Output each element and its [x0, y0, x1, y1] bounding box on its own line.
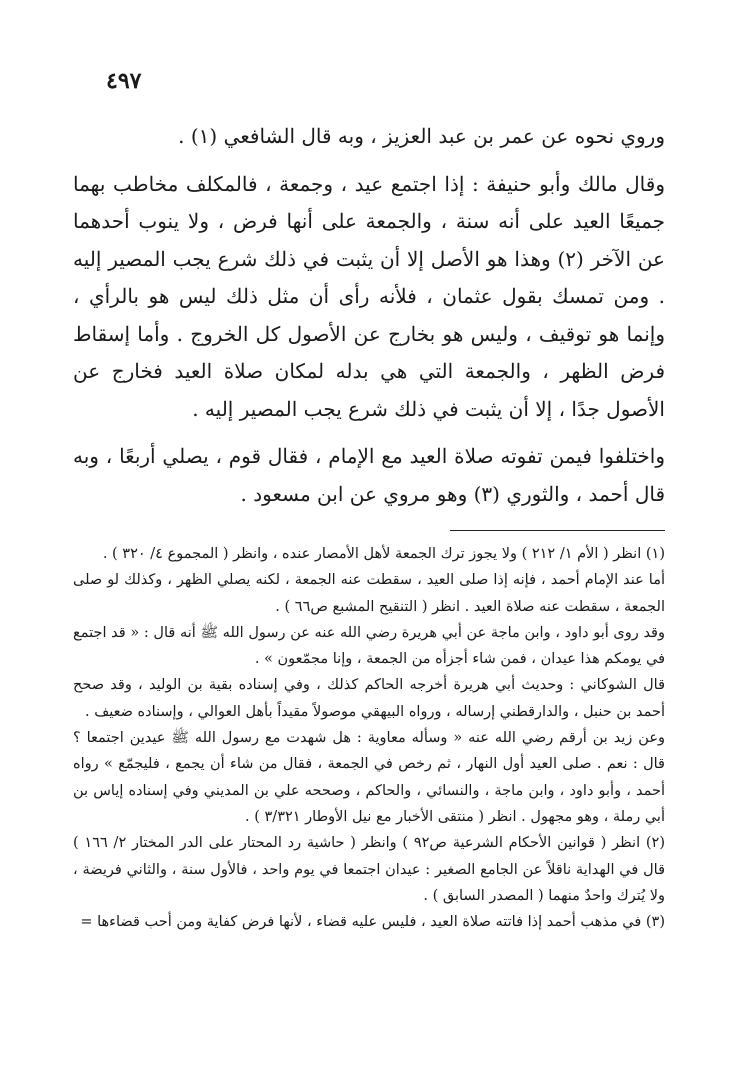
paragraph-2: وقال مالك وأبو حنيفة : إذا اجتمع عيد ، وجمعة ، فالمكلف مخاطب بهما جميعًا العيد على أنه سنة ، والجمعة على أنها فرض ، ولا ينوب أحدهما عن الآخر (٢) وهذا هو الأصل إلا أن يثبت في ذلك شرع يجب المصير إليه . ومن تمسك بقول عثمان ، فلأنه رأى أن مثل ذلك ليس هو بالرأي ، وإنما هو توقيف ، وليس هو بخارج عن الأصول كل الخروج . وأما إسقاط فرض الظهر ، والجمعة التي هي بدله لمكان صلاة العيد فخارج عن الأصول جدًا ، إلا أن يثبت في ذلك شرع يجب المصير إليه . — [73, 171, 665, 421]
footnotes — [73, 541, 665, 935]
footnote-3: (٣) في مذهب أحمد إذا فاتته صلاة العيد ، فليس عليه قضاء ، لأنها فرض كفاية ومن أحب قضاءها = — [80, 914, 665, 931]
footnote-1-hadith: وقد روى أبو داود ، وابن ماجة عن أبي هريرة رضي الله عنه عن رسول الله ﷺ أنه قال : « قد اجتمع في يومكم هذا عيدان ، فمن شاء أجزأه من الجمعة ، وإنا مجمّعون » . — [73, 624, 665, 668]
footnote-2: (٢) انظر ( قوانين الأحكام الشرعية ص٩٢ ) وانظر ( حاشية رد المحتار على الدر المختار ٢/ ١٦٦ ) قال في الهداية ناقلاً عن الجامع الصغير : عيدان اجتمعا في يوم واحد ، فالأول سنة ، والثاني فريضة ، ولا يُترك واحدٌ منهما ( المصدر السابق ) . — [73, 835, 665, 904]
footnote-1-zayd: وعن زيد بن أرقم رضي الله عنه « وسأله معاوية : هل شهدت مع رسول الله ﷺ عيدين اجتمعا ؟ قال : نعم . صلى العيد أول النهار ، ثم رخص في الجمعة ، فقال من شاء أن يجمع ، فليجمّع » رواه أحمد ، وأبو داود ، وابن ماجة ، والنسائي ، والحاكم ، وصححه علي بن المديني وفي إسناده إياس بن أبي رملة ، وهو مجهول . انظر ( منتقى الأخبار مع نيل الأوطار ٣/٣٢١ ) . — [73, 730, 665, 825]
footnote-1-shawkani: قال الشوكاني : وحديث أبي هريرة أخرجه الحاكم كذلك ، وفي إسناده بقية بن الوليد ، وقد صحح أحمد بن حنبل ، والدارقطني إرساله ، ورواه البيهقي موصولاً مقيداً بأهل العوالي ، وإسناده ضعيف . — [73, 677, 665, 720]
paragraph-1: وروي نحوه عن عمر بن عبد العزيز ، وبه قال الشافعي (١) . — [178, 124, 665, 148]
footnote-1: (١) انظر ( الأم ١/ ٢١٢ ) ولا يجوز ترك الجمعة لأهل الأمصار عنده ، وانظر ( المجموع ٤/ ٣٢٠ ) . — [102, 546, 665, 562]
footnote-divider — [450, 530, 665, 531]
main-text — [73, 118, 665, 513]
footnote-1-continued: أما عند الإمام أحمد ، فإنه إذا صلى العيد ، سقطت عنه الجمعة ، لكنه يصلي الظهر ، وكذلك لو صلى الجمعة ، سقطت عنه صلاة العيد . انظر ( التنقيح المشبع ص٦٦ ) . — [73, 572, 665, 615]
paragraph-3: واختلفوا فيمن تفوته صلاة العيد مع الإمام ، فقال قوم ، يصلي أربعًا ، وبه قال أحمد ، والثوري (٣) وهو مروي عن ابن مسعود . — [73, 444, 665, 506]
page-number: ٤٩٧ — [106, 68, 142, 94]
